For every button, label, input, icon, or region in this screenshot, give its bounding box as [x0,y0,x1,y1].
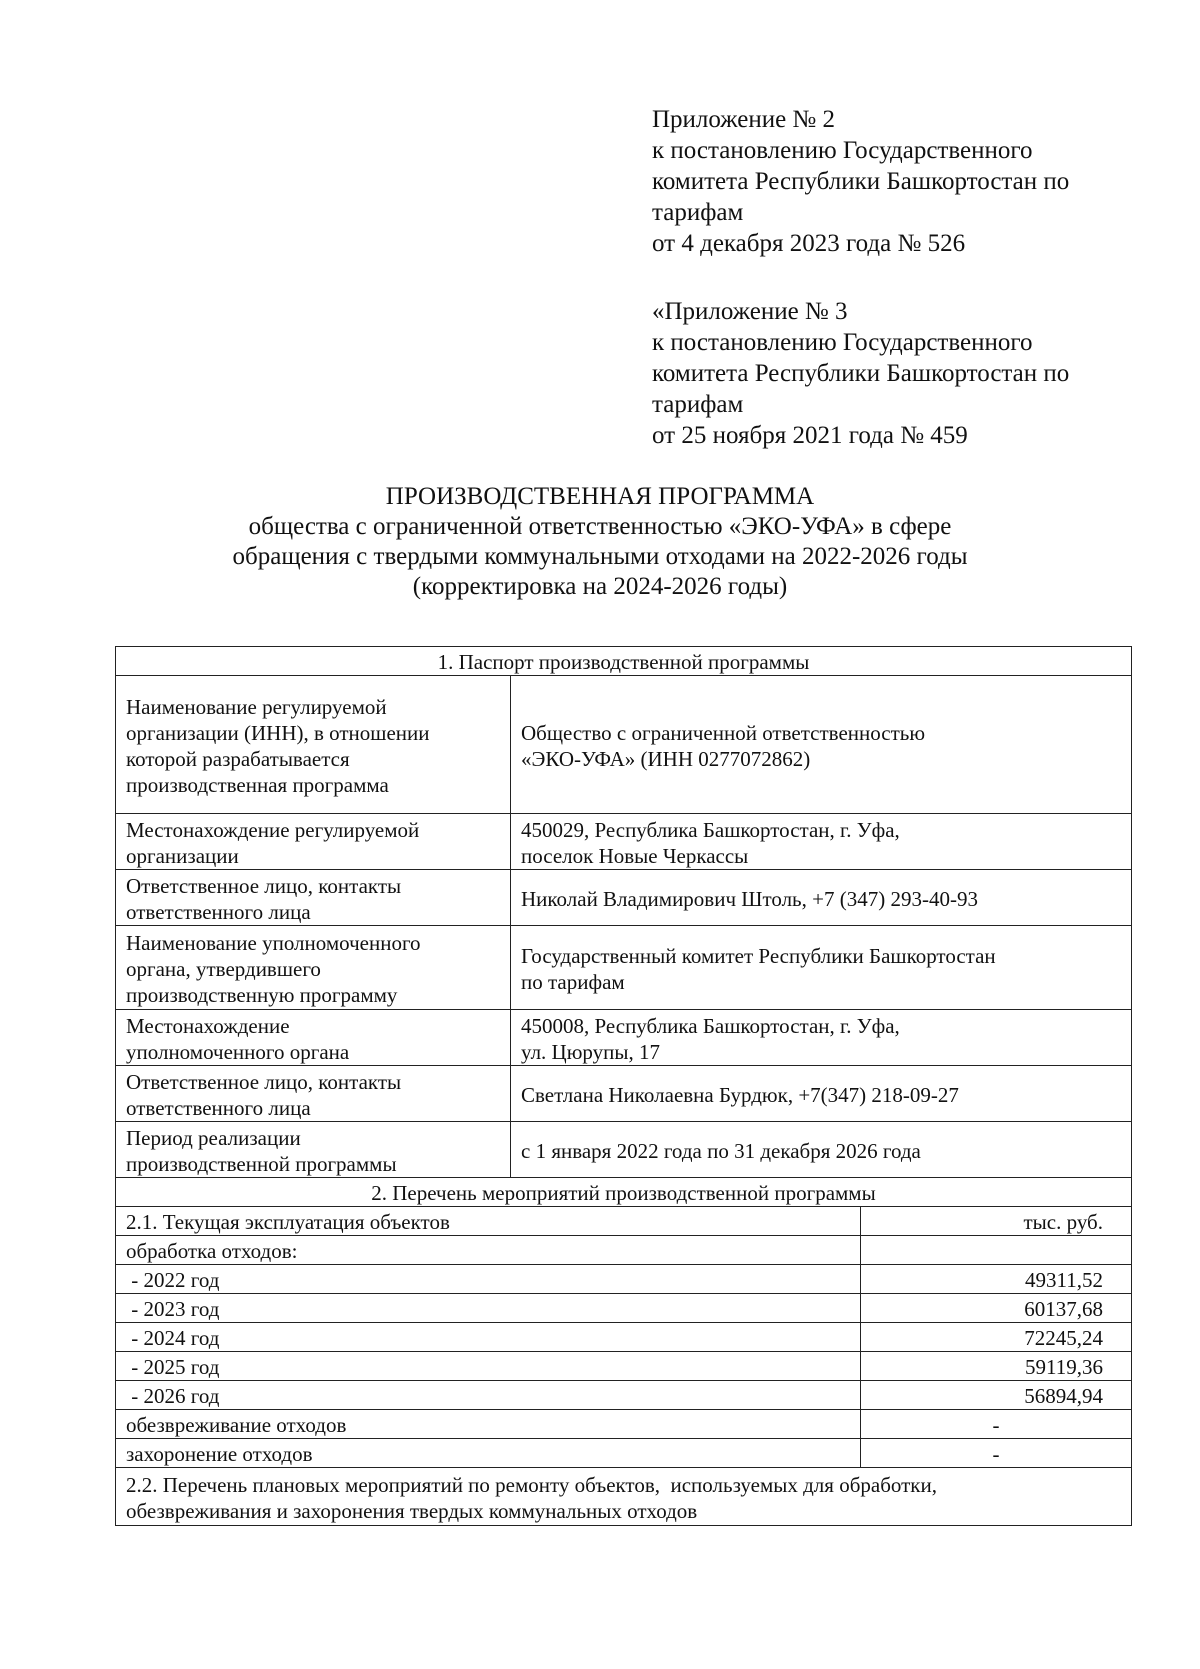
measures-section-title: 2. Перечень мероприятий производственной программы [116,1178,1132,1207]
cell-line: уполномоченного органа [126,1039,350,1064]
title-line: обращения с твердыми коммунальными отходами на 2022-2026 годы [232,543,968,570]
appendix-line: Приложение № 2 [652,106,836,133]
table-row [116,814,1132,870]
cell-line: Ответственное лицо, контакты [126,873,402,898]
year-value: 59119,36 [861,1352,1132,1381]
table-row [116,1468,1132,1526]
year-label: - 2022 год [116,1265,861,1294]
cell-line: Наименование уполномоченного [126,930,421,955]
passport-label-cell [116,926,511,1010]
table-row [116,1352,1132,1381]
cell-line: Государственный комитет Республики Башкортостан [521,943,996,968]
passport-value-cell [511,1122,1132,1178]
appendix-line: к постановлению Государственного [652,137,1033,164]
title-line: общества с ограниченной ответственностью «ЭКО-УФА» в сфере [248,513,952,540]
passport-label-cell [116,1066,511,1122]
passport-section-title: 1. Паспорт производственной программы [116,647,1132,676]
table-row [116,870,1132,926]
passport-label-cell [116,814,511,870]
cell-line: с 1 января 2022 года по 31 декабря 2026 года [521,1138,921,1163]
table-row [116,926,1132,1010]
table-row [116,1066,1132,1122]
year-value: 49311,52 [861,1265,1132,1294]
year-value: 60137,68 [861,1294,1132,1323]
cell-line: Период реализации [126,1125,301,1150]
cell-line: Светлана Николаевна Бурдюк, +7(347) 218-09-27 [521,1082,959,1107]
year-value: 72245,24 [861,1323,1132,1352]
appendix-line: комитета Республики Башкортостан по [652,168,1070,195]
cell-line: 450029, Республика Башкортостан, г. Уфа, [521,817,900,842]
unit-header: тыс. руб. [861,1207,1132,1236]
appendix-2-header [652,104,1069,259]
appendix-line: «Приложение № 3 [652,298,848,325]
cell-line: Местонахождение регулируемой [126,817,420,842]
cell-line: организации (ИНН), в отношении [126,720,430,745]
cell-line: организации [126,843,239,868]
year-label: - 2025 год [116,1352,861,1381]
year-value: 56894,94 [861,1381,1132,1410]
appendix-line: комитета Республики Башкортостан по [652,360,1070,387]
neutralization-value: - [861,1410,1132,1439]
table-row [116,1236,1132,1265]
cell-line: ответственного лица [126,899,311,924]
passport-label-cell [116,676,511,814]
appendix-line: тарифам [652,199,744,226]
table-row [116,1410,1132,1439]
cell-line: 2.2. Перечень плановых мероприятий по ремонту объектов, используемых для обработки, [126,1472,937,1497]
cell-line: поселок Новые Черкассы [521,843,749,868]
year-label: - 2023 год [116,1294,861,1323]
passport-label-cell [116,1122,511,1178]
cell-line: ул. Цюрупы, 17 [521,1039,660,1064]
cell-line: производственная программа [126,772,389,797]
burial-value: - [861,1439,1132,1468]
table-row [116,1381,1132,1410]
table-row [116,1439,1132,1468]
table-row [116,1294,1132,1323]
cell-line: Николай Владимирович Штоль, +7 (347) 293-40-93 [521,886,978,911]
passport-label-cell [116,870,511,926]
empty-cell [861,1236,1132,1265]
cell-line: обезвреживания и захоронения твердых коммунальных отходов [126,1498,698,1523]
cell-line: 450008, Республика Башкортостан, г. Уфа, [521,1013,900,1038]
passport-value-cell [511,814,1132,870]
table-row [116,676,1132,814]
passport-value-cell [511,1066,1132,1122]
cell-line: по тарифам [521,969,625,994]
document-title [0,482,1200,602]
passport-value-cell [511,1010,1132,1066]
appendix-line: к постановлению Государственного [652,329,1033,356]
cell-line: Местонахождение [126,1013,290,1038]
cell-line: производственную программу [126,982,398,1007]
table-row [116,647,1132,676]
appendix-line: от 25 ноября 2021 года № 459 [652,422,968,449]
title-line: (корректировка на 2024-2026 годы) [412,573,788,600]
cell-line: Наименование регулируемой [126,694,387,719]
cell-line: которой разрабатывается [126,746,350,771]
table-row [116,1323,1132,1352]
table-row [116,1010,1132,1066]
year-label: - 2024 год [116,1323,861,1352]
passport-value-cell [511,870,1132,926]
appendix-line: тарифам [652,391,744,418]
subsection-title: 2.1. Текущая эксплуатация объектов [116,1207,861,1236]
table-row [116,1178,1132,1207]
cell-line: Общество с ограниченной ответственностью [521,720,926,745]
cell-line: ответственного лица [126,1095,311,1120]
cell-line: Ответственное лицо, контакты [126,1069,402,1094]
program-table [115,646,1132,1526]
title-heading: ПРОИЗВОДСТВЕННАЯ ПРОГРАММА [385,483,815,510]
passport-label-cell [116,1010,511,1066]
burial-label: захоронение отходов [116,1439,861,1468]
passport-value-cell [511,676,1132,814]
table-row [116,1122,1132,1178]
cell-line: производственной программы [126,1151,397,1176]
processing-label: обработка отходов: [116,1236,861,1265]
table-row [116,1265,1132,1294]
cell-line: «ЭКО-УФА» (ИНН 0277072862) [521,746,811,771]
table-row [116,1207,1132,1236]
subsection-2-title [116,1468,1132,1526]
cell-line: органа, утвердившего [126,956,321,981]
passport-value-cell [511,926,1132,1010]
appendix-3-header [652,296,1069,451]
neutralization-label: обезвреживание отходов [116,1410,861,1439]
year-label: - 2026 год [116,1381,861,1410]
appendix-line: от 4 декабря 2023 года № 526 [652,230,966,257]
